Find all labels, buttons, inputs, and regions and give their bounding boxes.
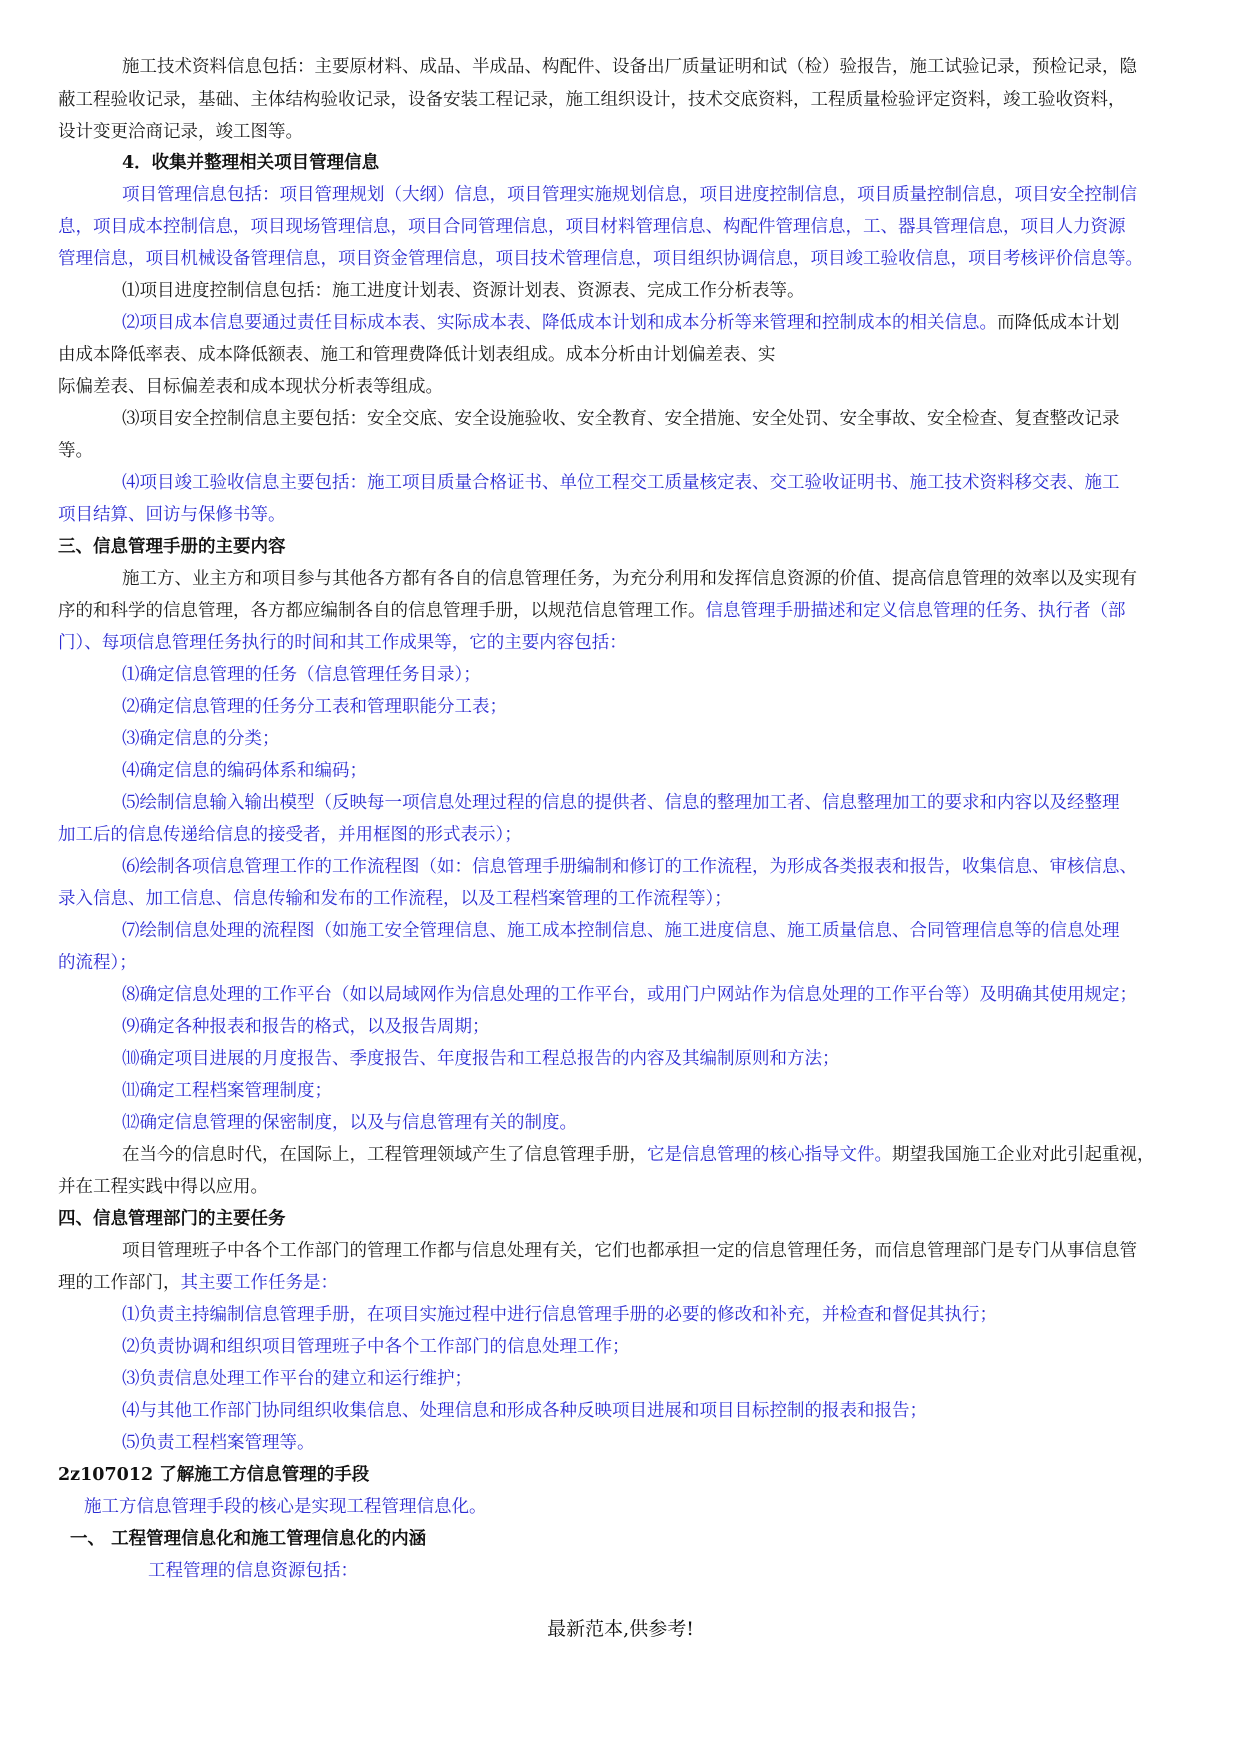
text-line: 管理信息，项目机械设备管理信息，项目资金管理信息，项目技术管理信息，项目组织协调信息，项目竣工验收信息，项目考核评价信息等。	[58, 249, 1143, 269]
text-line: 录入信息、加工信息、信息传输和发布的工作流程，以及工程档案管理的工作流程等）；	[58, 889, 732, 909]
text-line: 施工技术资料信息包括：主要原材料、成品、半成品、构配件、设备出厂质量证明和试（检）验报告，施工试验记录，预检记录，隐	[122, 57, 1137, 77]
text-span: 理的工作部门，	[58, 1273, 181, 1293]
text-line	[122, 1139, 1155, 1171]
text-line: 际偏差表、目标偏差表和成本现状分析表等组成。	[58, 377, 443, 397]
text-line: 等。	[58, 441, 93, 461]
text-line: ⑼确定各种报表和报告的格式，以及报告周期；	[122, 1017, 490, 1037]
text-line	[58, 1267, 338, 1299]
text-line: 蔽工程验收记录，基础、主体结构验收记录，设备安装工程记录，施工组织设计，技术交底资料，工程质量检验评定资料，竣工验收资料，	[58, 90, 1126, 110]
text-line: 并在工程实践中得以应用。	[58, 1177, 268, 1197]
text-line: ⑷确定信息的编码体系和编码；	[122, 761, 367, 781]
text-line: ⑷项目竣工验收信息主要包括：施工项目质量合格证书、单位工程交工质量核定表、交工验收证明书、施工技术资料移交表、施工	[122, 473, 1120, 493]
text-line: ⑸绘制信息输入输出模型（反映每一项信息处理过程的信息的提供者、信息的整理加工者、信息整理加工的要求和内容以及经整理	[122, 793, 1120, 813]
text-span: 它是信息管理的核心指导文件。	[647, 1145, 892, 1165]
page-footer: 最新范本,供参考!	[547, 1618, 694, 1640]
text-line: ⑽确定项目进展的月度报告、季度报告、年度报告和工程总报告的内容及其编制原则和方法；	[122, 1049, 840, 1069]
text-line	[122, 307, 1120, 339]
text-line: 项目结算、回访与保修书等。	[58, 505, 286, 525]
text-line: ⑸负责工程档案管理等。	[122, 1433, 315, 1453]
section-heading: 2z107012 了解施工方信息管理的手段	[58, 1465, 370, 1485]
text-line: ⑴确定信息管理的任务（信息管理任务目录）；	[122, 665, 481, 685]
text-line: ⑴项目进度控制信息包括：施工进度计划表、资源计划表、资源表、完成工作分析表等。	[122, 281, 805, 301]
text-span: 信息管理手册描述和定义信息管理的任务、执行者（部	[705, 601, 1126, 621]
text-line: 的流程）；	[58, 953, 137, 973]
text-line	[58, 595, 1126, 627]
text-line: 由成本降低率表、成本降低额表、施工和管理费降低计划表组成。成本分析由计划偏差表、实	[58, 345, 776, 365]
text-line: ⑿确定信息管理的保密制度，以及与信息管理有关的制度。	[122, 1113, 577, 1133]
text-line: ⑺绘制信息处理的流程图（如施工安全管理信息、施工成本控制信息、施工进度信息、施工质量信息、合同管理信息等的信息处理	[122, 921, 1120, 941]
text-line: 施工方信息管理手段的核心是实现工程管理信息化。	[84, 1497, 487, 1517]
text-line: 加工后的信息传递给信息的接受者，并用框图的形式表示）；	[58, 825, 522, 845]
text-line: 门）、每项信息管理任务执行的时间和其工作成果等，它的主要内容包括：	[58, 633, 627, 653]
text-line: 设计变更洽商记录，竣工图等。	[58, 122, 303, 142]
section-heading: 4．收集并整理相关项目管理信息	[122, 153, 380, 173]
text-line: 项目管理班子中各个工作部门的管理工作都与信息处理有关，它们也都承担一定的信息管理任务，而信息管理部门是专门从事信息管	[122, 1241, 1137, 1261]
section-heading: 三、信息管理手册的主要内容	[58, 537, 286, 557]
text-line: ⑵确定信息管理的任务分工表和管理职能分工表；	[122, 697, 507, 717]
text-line: ⑴负责主持编制信息管理手册，在项目实施过程中进行信息管理手册的必要的修改和补充，并检查和督促其执行；	[122, 1305, 997, 1325]
text-span: 而降低成本计划	[997, 313, 1120, 333]
text-line: ⑶确定信息的分类；	[122, 729, 280, 749]
section-heading: 一、 工程管理信息化和施工管理信息化的内涵	[70, 1529, 427, 1549]
text-line: ⑶项目安全控制信息主要包括：安全交底、安全设施验收、安全教育、安全措施、安全处罚、安全事故、安全检查、复查整改记录	[122, 409, 1120, 429]
text-line: 息，项目成本控制信息，项目现场管理信息，项目合同管理信息，项目材料管理信息、构配件管理信息，工、器具管理信息，项目人力资源	[58, 217, 1126, 237]
text-line: 工程管理的信息资源包括：	[148, 1561, 358, 1581]
text-line: 项目管理信息包括：项目管理规划（大纲）信息，项目管理实施规划信息，项目进度控制信息，项目质量控制信息，项目安全控制信	[122, 185, 1137, 205]
text-span: 其主要工作任务是：	[180, 1273, 338, 1293]
text-line: ⑾确定工程档案管理制度；	[122, 1081, 332, 1101]
text-span: 期望我国施工企业对此引起重视，	[892, 1145, 1155, 1165]
text-line: ⑷与其他工作部门协同组织收集信息、处理信息和形成各种反映项目进展和项目目标控制的报表和报告；	[122, 1401, 927, 1421]
section-heading: 四、信息管理部门的主要任务	[58, 1209, 286, 1229]
text-line: 施工方、业主方和项目参与其他各方都有各自的信息管理任务，为充分利用和发挥信息资源的价值、提高信息管理的效率以及实现有	[122, 569, 1137, 589]
text-span: 在当今的信息时代，在国际上，工程管理领域产生了信息管理手册，	[122, 1145, 647, 1165]
text-line: ⑹绘制各项信息管理工作的工作流程图（如：信息管理手册编制和修订的工作流程，为形成各类报表和报告，收集信息、审核信息、	[122, 857, 1137, 877]
text-line: ⑵负责协调和组织项目管理班子中各个工作部门的信息处理工作；	[122, 1337, 630, 1357]
text-span: 序的和科学的信息管理，各方都应编制各自的信息管理手册，以规范信息管理工作。	[58, 601, 706, 621]
text-span: ⑵项目成本信息要通过责任目标成本表、实际成本表、降低成本计划和成本分析等来管理和控制成本的相关信息。	[122, 313, 997, 333]
text-line: ⑻确定信息处理的工作平台（如以局域网作为信息处理的工作平台，或用门户网站作为信息处理的工作平台等）及明确其使用规定；	[122, 985, 1137, 1005]
text-line: ⑶负责信息处理工作平台的建立和运行维护；	[122, 1369, 472, 1389]
